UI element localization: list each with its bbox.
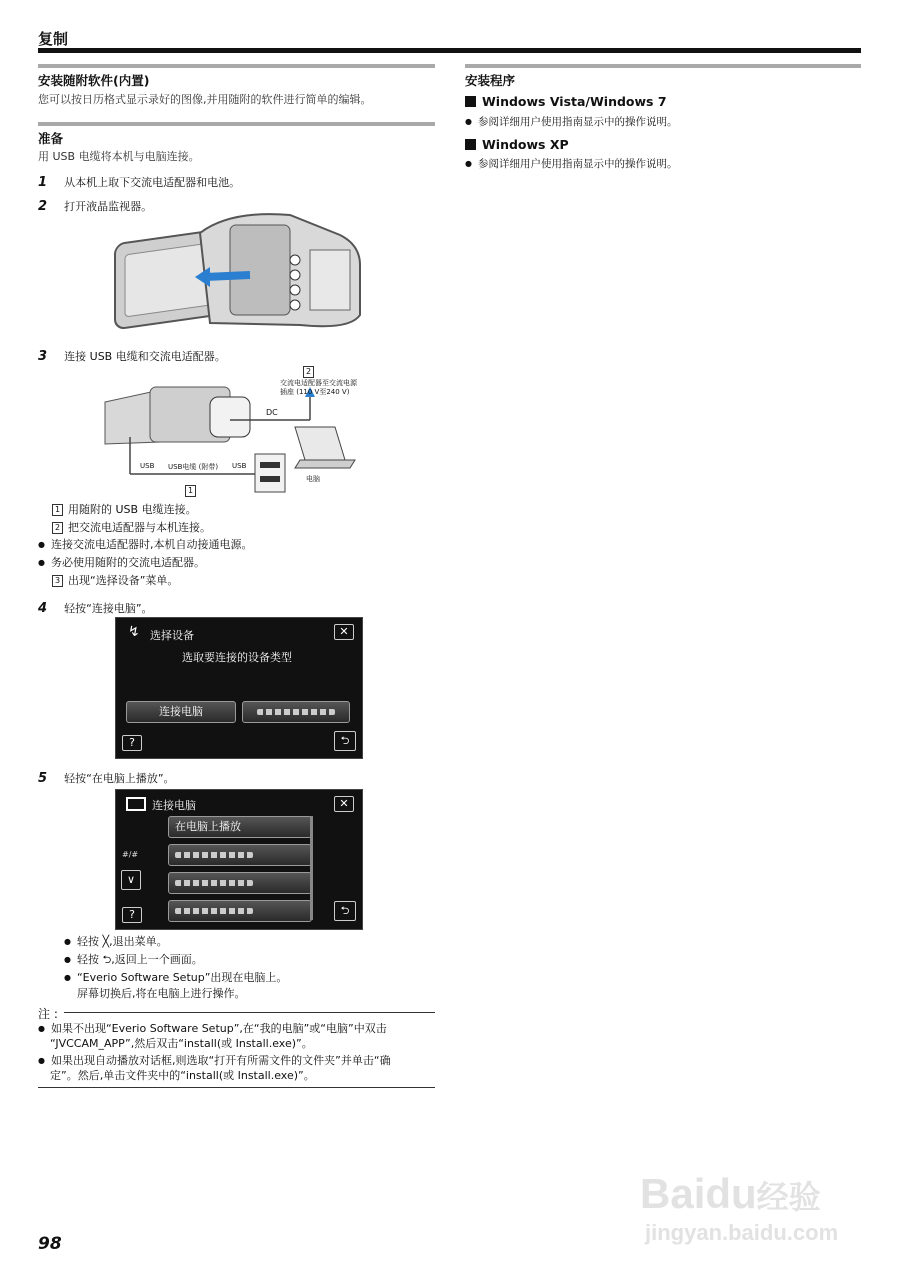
square-bullet-icon	[465, 96, 476, 107]
menu-item[interactable]	[168, 900, 312, 922]
menu-item[interactable]	[168, 872, 312, 894]
os1-heading	[465, 94, 667, 109]
callout-1: 1	[185, 485, 196, 497]
screen-title: 选择设备	[150, 629, 194, 642]
header-rule	[38, 48, 861, 53]
step-number: 5	[38, 771, 48, 786]
close-icon[interactable]: ✕	[334, 624, 354, 640]
note-2-line2: 定”。然后,单击文件夹中的“install(或 Install.exe)”。	[50, 1069, 315, 1082]
adapter-label-line2: 插座 (110 V至240 V)	[280, 388, 350, 396]
sub-note-3	[52, 573, 178, 588]
prep-title: 准备	[38, 131, 64, 146]
sub-note-1	[52, 502, 197, 517]
sub-note-number: 2	[52, 522, 63, 534]
camcorder-open-lcd-illustration	[110, 205, 370, 335]
note-rule	[64, 1012, 435, 1013]
section-rule	[38, 64, 435, 68]
bullet-note: ● 轻按 ⮌,返回上一个画面。	[64, 952, 203, 967]
install-desc: 您可以按日历格式显示录好的图像,并用随附的软件进行简单的编辑。	[38, 93, 372, 106]
close-icon[interactable]: ✕	[334, 796, 354, 812]
scrollbar[interactable]	[310, 816, 313, 920]
os2-note: ● 参阅详细用户使用指南显示中的操作说明。	[465, 156, 677, 172]
connect-pc-button[interactable]: 连接电脑	[126, 701, 236, 723]
screen-subtitle: 选取要连接的设备类型	[182, 651, 292, 664]
install-procedure-title: 安装程序	[465, 73, 516, 88]
os2-title: Windows XP	[482, 137, 569, 152]
bullet-note: ● 务必使用随附的交流电适配器。	[38, 555, 205, 570]
select-device-screen	[115, 617, 363, 759]
menu-item[interactable]	[168, 844, 312, 866]
note-2-line1: ● 如果出现自动播放对话框,则选取“打开有所需文件的文件夹”并单击“确	[38, 1053, 391, 1068]
section-rule	[38, 122, 435, 126]
blurred-label	[175, 852, 253, 858]
bullet-note: ● 轻按 ╳,退出菜单。	[64, 934, 168, 949]
page-indicator: #/#	[122, 850, 139, 859]
help-button[interactable]: ?	[122, 735, 142, 751]
os1-title: Windows Vista/Windows 7	[482, 94, 667, 109]
sub-note-text: 出现“选择设备”菜单。	[68, 574, 179, 587]
step-4	[38, 597, 153, 616]
usb-left-label: USB	[140, 462, 155, 470]
sub-note-number: 1	[52, 504, 63, 516]
step-text: 轻按“连接电脑”。	[64, 602, 153, 615]
os2-heading	[465, 137, 569, 152]
play-on-pc-button[interactable]: 在电脑上播放	[168, 816, 312, 838]
note-1-line1: ● 如果不出现“Everio Software Setup”,在“我的电脑”或“电脑”中双击	[38, 1021, 387, 1036]
help-button[interactable]: ?	[122, 907, 142, 923]
bullet-continuation: 屏幕切换后,将在电脑上进行操作。	[77, 987, 246, 1000]
blurred-label	[175, 880, 253, 886]
note-label: 注 :	[38, 1007, 58, 1021]
step-5	[38, 767, 175, 786]
connect-icon: ↯	[128, 624, 140, 640]
step-number: 2	[38, 199, 48, 214]
connect-pc-screen	[115, 789, 363, 930]
install-title: 安装随附软件(内置)	[38, 73, 150, 88]
watermark-brand: Bai	[640, 1170, 706, 1217]
bullet-note: ● 连接交流电适配器时,本机自动接通电源。	[38, 537, 252, 552]
baidu-watermark-logo	[640, 1170, 821, 1218]
square-bullet-icon	[465, 139, 476, 150]
screen-title: 连接电脑	[152, 799, 196, 812]
os1-note: ● 参阅详细用户使用指南显示中的操作说明。	[465, 114, 677, 130]
back-icon[interactable]: ⮌	[334, 901, 356, 921]
sub-note-text: 用随附的 USB 电缆连接。	[68, 503, 197, 516]
step-text: 打开液晶监视器。	[64, 200, 153, 213]
sub-note-2	[52, 520, 211, 535]
page-header-title: 复制	[38, 30, 69, 48]
adapter-label-line1: 交流电适配器至交流电源	[280, 379, 357, 387]
step-text: 从本机上取下交流电适配器和电池。	[64, 176, 241, 189]
other-device-button[interactable]	[242, 701, 350, 723]
section-rule	[465, 64, 861, 68]
prep-desc: 用 USB 电缆将本机与电脑连接。	[38, 150, 200, 163]
step-number: 3	[38, 349, 48, 364]
note-1-line2: “JVCCAM_APP”,然后双击“install(或 Install.exe)”。	[50, 1037, 313, 1050]
step-text: 轻按“在电脑上播放”。	[64, 772, 175, 785]
sub-note-text: 把交流电适配器与本机连接。	[68, 521, 211, 534]
bullet-note: ● “Everio Software Setup”出现在电脑上。	[64, 970, 287, 985]
blurred-label	[175, 908, 253, 914]
pc-icon	[126, 797, 146, 811]
step-1	[38, 171, 240, 190]
usb-right-label: USB	[232, 462, 247, 470]
step-number: 1	[38, 175, 48, 190]
page-number: 98	[38, 1234, 62, 1254]
connection-diagram	[100, 362, 380, 502]
dc-label: DC	[266, 408, 278, 417]
blurred-label	[257, 709, 335, 715]
sub-note-number: 3	[52, 575, 63, 587]
step-number: 4	[38, 601, 48, 616]
usb-cable-label: USB电缆 (附带)	[168, 463, 219, 471]
back-icon[interactable]: ⮌	[334, 731, 356, 751]
scroll-down-icon[interactable]: ∨	[121, 870, 141, 890]
watermark-url: jingyan.baidu.com	[645, 1220, 839, 1245]
watermark-cn: 经验	[756, 1179, 821, 1215]
note-bottom-rule	[38, 1087, 435, 1088]
pc-label: 电脑	[306, 475, 320, 483]
callout-2: 2	[303, 366, 314, 378]
watermark-brand2: du	[705, 1170, 757, 1217]
step-text: 连接 USB 电缆和交流电适配器。	[64, 350, 226, 363]
